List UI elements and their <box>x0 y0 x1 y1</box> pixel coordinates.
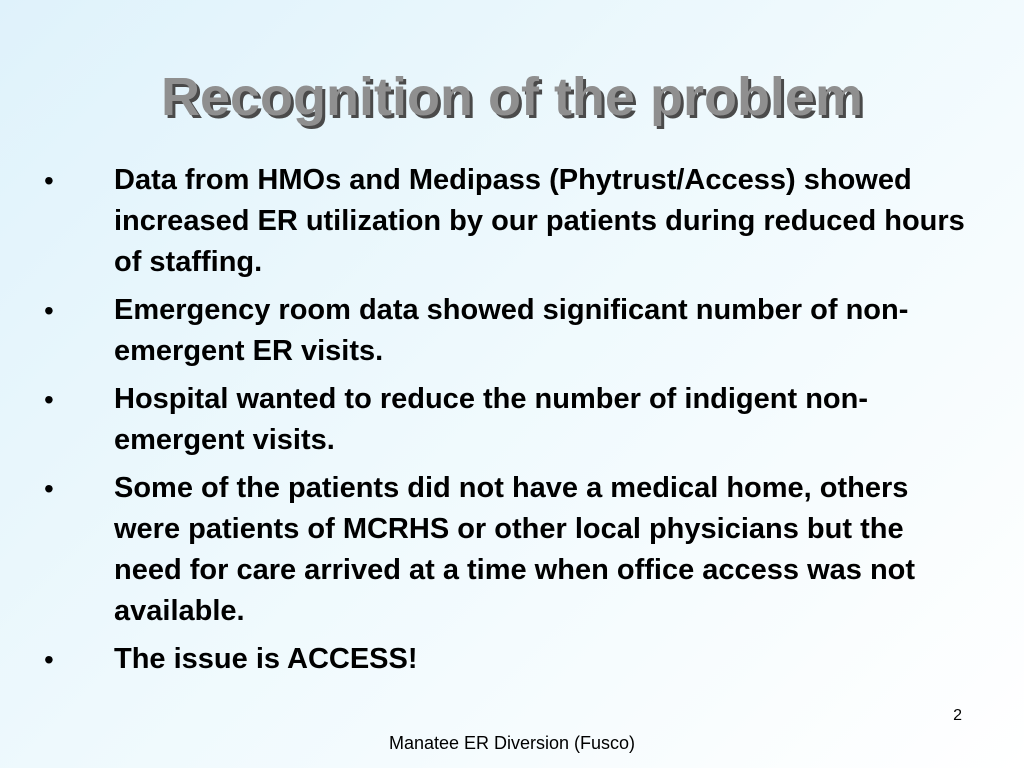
bullet-item <box>0 160 1000 283</box>
bullet-dot-icon: • <box>44 644 54 675</box>
bullet-text: Some of the patients did not have a medical home, others were patients of MCRHS or other local physicians but the need for care arrived at a time when office access was not available. <box>114 472 916 627</box>
bullet-dot-icon: • <box>44 165 54 196</box>
bullet-item <box>0 639 1000 680</box>
bullet-text: Emergency room data showed significant number of non-emergent ER visits. <box>114 294 909 367</box>
bullet-item <box>0 379 1000 461</box>
bullet-text: Hospital wanted to reduce the number of indigent non-emergent visits. <box>114 383 868 456</box>
page-number: 2 <box>953 707 962 724</box>
bullet-text: The issue is ACCESS! <box>114 643 418 675</box>
bullet-dot-icon: • <box>44 295 54 326</box>
slide-footer: Manatee ER Diversion (Fusco) <box>388 733 636 753</box>
bullet-dot-icon: • <box>44 384 54 415</box>
slide-title: Recognition of the problem <box>161 67 863 127</box>
bullet-dot-icon: • <box>44 473 54 504</box>
bullet-item <box>0 468 1000 632</box>
bullet-item <box>0 290 1000 372</box>
bullet-list <box>0 160 1000 687</box>
bullet-text: Data from HMOs and Medipass (Phytrust/Access) showed increased ER utilization by our patients during reduced hours of staffing. <box>114 164 965 278</box>
